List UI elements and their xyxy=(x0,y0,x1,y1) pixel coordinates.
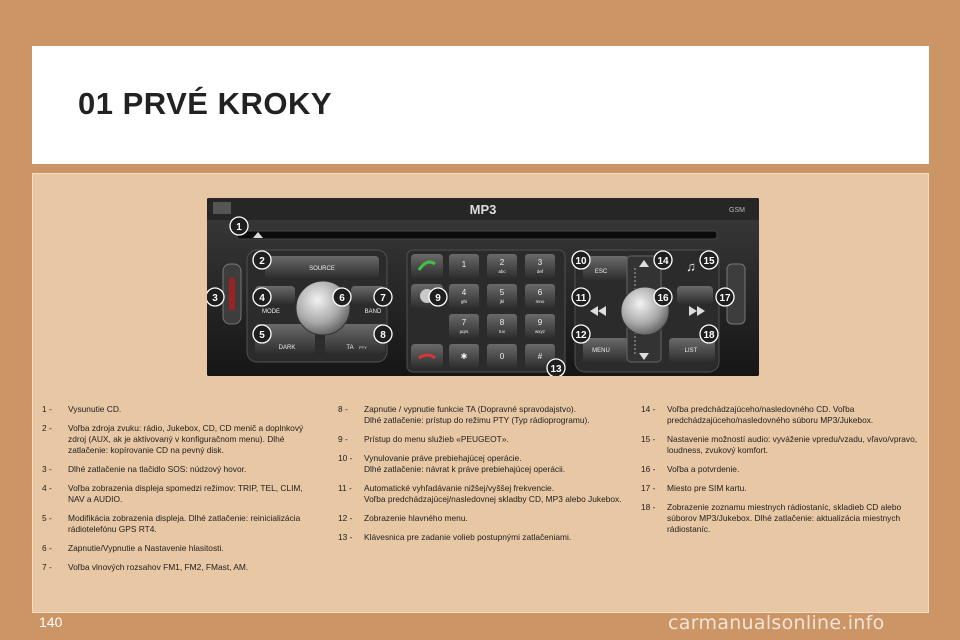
key-4-label: 4 xyxy=(461,288,467,297)
legend-text: Voľba zdroja zvuku: rádio, Jukebox, CD, CD menič a doplnkový zdroj (AUX, ak je aktivovaný v konfiguračnom menu). Dlhé zatlačenie: kopírovanie CD na pevný disk. xyxy=(68,423,304,455)
legend-number: 3 - xyxy=(42,464,52,474)
radio-drawing xyxy=(207,198,759,376)
callout-5-label: 5 xyxy=(259,330,265,341)
key-star-label: ✱ xyxy=(460,352,468,361)
legend-item xyxy=(338,483,628,505)
legend-text: Zapnutie / vypnutie funkcie TA (Dopravné spravodajstvo). xyxy=(364,404,576,414)
dark-label: DARK xyxy=(278,345,296,351)
callout-2-label: 2 xyxy=(259,256,265,267)
key-8-label: 8 xyxy=(499,318,505,327)
legend-text: Dlhé zatlačenie na tlačidlo SOS: núdzový hovor. xyxy=(68,464,247,474)
legend-item xyxy=(338,404,628,426)
sos-stripe xyxy=(229,278,235,310)
legend-number: 2 - xyxy=(42,423,52,433)
legend-number: 8 - xyxy=(338,404,348,414)
key-2-sub: abc xyxy=(498,269,506,274)
legend-text: Zobrazenie zoznamu miestnych rádiostaníc, skladieb CD alebo súborov MP3/Jukebox. Dlhé zatlačenie: aktualizácia miestnych rádiostaníc. xyxy=(667,502,902,534)
watermark: carmanualsonline.info xyxy=(668,612,885,634)
legend-text: Voľba a potvrdenie. xyxy=(667,464,740,474)
callout-8-label: 8 xyxy=(380,330,386,341)
key-7-label: 7 xyxy=(461,318,467,327)
radio-unit-illustration xyxy=(207,198,759,376)
source-label: SOURCE xyxy=(309,266,335,272)
legend-text: Vynulovanie práve prebiehajúcej operácie. xyxy=(364,453,522,463)
music-note-icon: ♫ xyxy=(686,259,696,274)
legend-text: Klávesnica pre zadanie volieb postupnými zatlačeniami. xyxy=(364,532,572,542)
callout-1-label: 1 xyxy=(236,222,242,233)
callout-9-label: 9 xyxy=(435,293,441,304)
legend-item xyxy=(641,404,931,426)
display-label: MP3 xyxy=(469,202,497,217)
legend-text-secondary: Dlhé zatlačenie: návrat k práve prebiehajúcej operácii. xyxy=(364,464,566,474)
legend-number: 11 - xyxy=(338,483,352,493)
esc-label: ESC xyxy=(594,269,608,275)
callout-10-label: 10 xyxy=(575,256,587,267)
legend-item xyxy=(641,483,931,494)
legend-number: 12 - xyxy=(338,513,353,523)
header-banner xyxy=(32,46,929,164)
callout-18-label: 18 xyxy=(703,330,715,341)
legend-number: 16 - xyxy=(641,464,656,474)
legend-number: 18 - xyxy=(641,502,656,512)
legend-item xyxy=(641,434,931,456)
callout-15-label: 15 xyxy=(703,256,715,267)
key-5-sub: jkl xyxy=(499,299,505,304)
legend-item xyxy=(42,423,307,456)
call-button xyxy=(411,254,443,278)
legend-number: 7 - xyxy=(42,562,52,572)
page-number: 140 xyxy=(39,614,63,630)
legend-text: Voľba vlnových rozsahov FM1, FM2, FMast, AM. xyxy=(68,562,249,572)
key-6-sub: mno xyxy=(535,299,545,304)
legend-number: 15 - xyxy=(641,434,656,444)
legend-column-1 xyxy=(42,404,307,581)
legend-column-3 xyxy=(641,404,931,543)
callout-11-label: 11 xyxy=(575,293,587,304)
legend-number: 10 - xyxy=(338,453,353,463)
key-6-label: 6 xyxy=(537,288,543,297)
legend-item xyxy=(338,513,628,524)
cd-slot xyxy=(237,231,717,239)
ta-label: TA xyxy=(346,345,354,351)
legend-column-2 xyxy=(338,404,628,551)
legend-text: Voľba zobrazenia displeja spomedzi režimov: TRIP, TEL, CLIM, NAV a AUDIO. xyxy=(68,483,303,504)
gsm-logo: GSM xyxy=(729,207,745,214)
callout-7-label: 7 xyxy=(380,293,386,304)
key-4-sub: ghi xyxy=(460,299,468,304)
menu-label: MENU xyxy=(592,348,610,354)
callout-6-label: 6 xyxy=(339,293,345,304)
cd-logo-icon xyxy=(213,202,231,214)
legend-number: 17 - xyxy=(641,483,656,493)
key-3-sub: def xyxy=(536,269,544,274)
legend-text: Zobrazenie hlavného menu. xyxy=(364,513,468,523)
callout-13-label: 13 xyxy=(550,364,562,375)
legend-number: 1 - xyxy=(42,404,52,414)
audio-settings-button xyxy=(677,286,713,304)
page-title: 01 PRVÉ KROKY xyxy=(78,86,333,121)
legend-number: 14 - xyxy=(641,404,656,414)
key-2-label: 2 xyxy=(499,258,505,267)
key-9-sub: wxyz xyxy=(535,329,545,334)
legend-text: Modifikácia zobrazenia displeja. Dlhé zatlačenie: reinicializácia rádiotelefónu GPS RT4. xyxy=(68,513,301,534)
legend-text-secondary: Voľba predchádzajúcej/nasledovnej skladby CD, MP3 alebo Jukebox. xyxy=(364,494,622,504)
legend-text: Prístup do menu služieb «PEUGEOT». xyxy=(364,434,509,444)
legend-text: Zapnutie/Vypnutie a Nastavenie hlasitosti. xyxy=(68,543,224,553)
callout-17-label: 17 xyxy=(719,293,731,304)
key-0-label: 0 xyxy=(499,352,505,361)
callout-12-label: 12 xyxy=(575,330,587,341)
legend-item xyxy=(338,532,628,543)
legend-number: 9 - xyxy=(338,434,348,444)
legend-item xyxy=(42,543,307,554)
legend-item xyxy=(338,453,628,475)
legend-item xyxy=(42,483,307,505)
list-label: LIST xyxy=(684,348,698,354)
key-5-label: 5 xyxy=(499,288,505,297)
legend-item xyxy=(42,513,307,535)
key-9-label: 9 xyxy=(537,318,543,327)
key-1-label: 1 xyxy=(461,260,467,269)
key-8-sub: tuv xyxy=(498,329,506,334)
band-label: BAND xyxy=(364,309,382,315)
callout-3-label: 3 xyxy=(212,293,218,304)
key-3-label: 3 xyxy=(537,258,543,267)
legend-text: Voľba predchádzajúceho/nasledovného CD. Voľba predchádzajúceho/nasledovného súboru MP3/Jukebox. xyxy=(667,404,874,425)
callout-4-label: 4 xyxy=(259,293,265,304)
key-hash-label: # xyxy=(537,352,543,361)
legend-text: Miesto pre SIM kartu. xyxy=(667,483,747,493)
legend-item xyxy=(42,562,307,573)
callout-16-label: 16 xyxy=(657,293,669,304)
legend-number: 5 - xyxy=(42,513,52,523)
legend-number: 13 - xyxy=(338,532,353,542)
legend-text: Nastavenie možností audio: vyváženie vpredu/vzadu, vľavo/vpravo, loudness, zvukový komfort. xyxy=(667,434,918,455)
legend-item xyxy=(641,464,931,475)
callout-14-label: 14 xyxy=(657,256,669,267)
legend-text: Vysunutie CD. xyxy=(68,404,122,414)
legend-text: Automatické vyhľadávanie nižšej/vyššej frekvencie. xyxy=(364,483,555,493)
legend-item xyxy=(338,434,628,445)
legend-number: 6 - xyxy=(42,543,52,553)
legend-item xyxy=(42,464,307,475)
legend-text-secondary: Dlhé zatlačenie: prístup do režimu PTY (Typ rádioprogramu). xyxy=(364,415,590,425)
legend-item xyxy=(641,502,931,535)
legend-number: 4 - xyxy=(42,483,52,493)
key-7-sub: pqrs xyxy=(459,329,469,334)
pty-label: PTY xyxy=(359,345,367,350)
legend-item xyxy=(42,404,307,415)
mode-label: MODE xyxy=(262,309,280,315)
